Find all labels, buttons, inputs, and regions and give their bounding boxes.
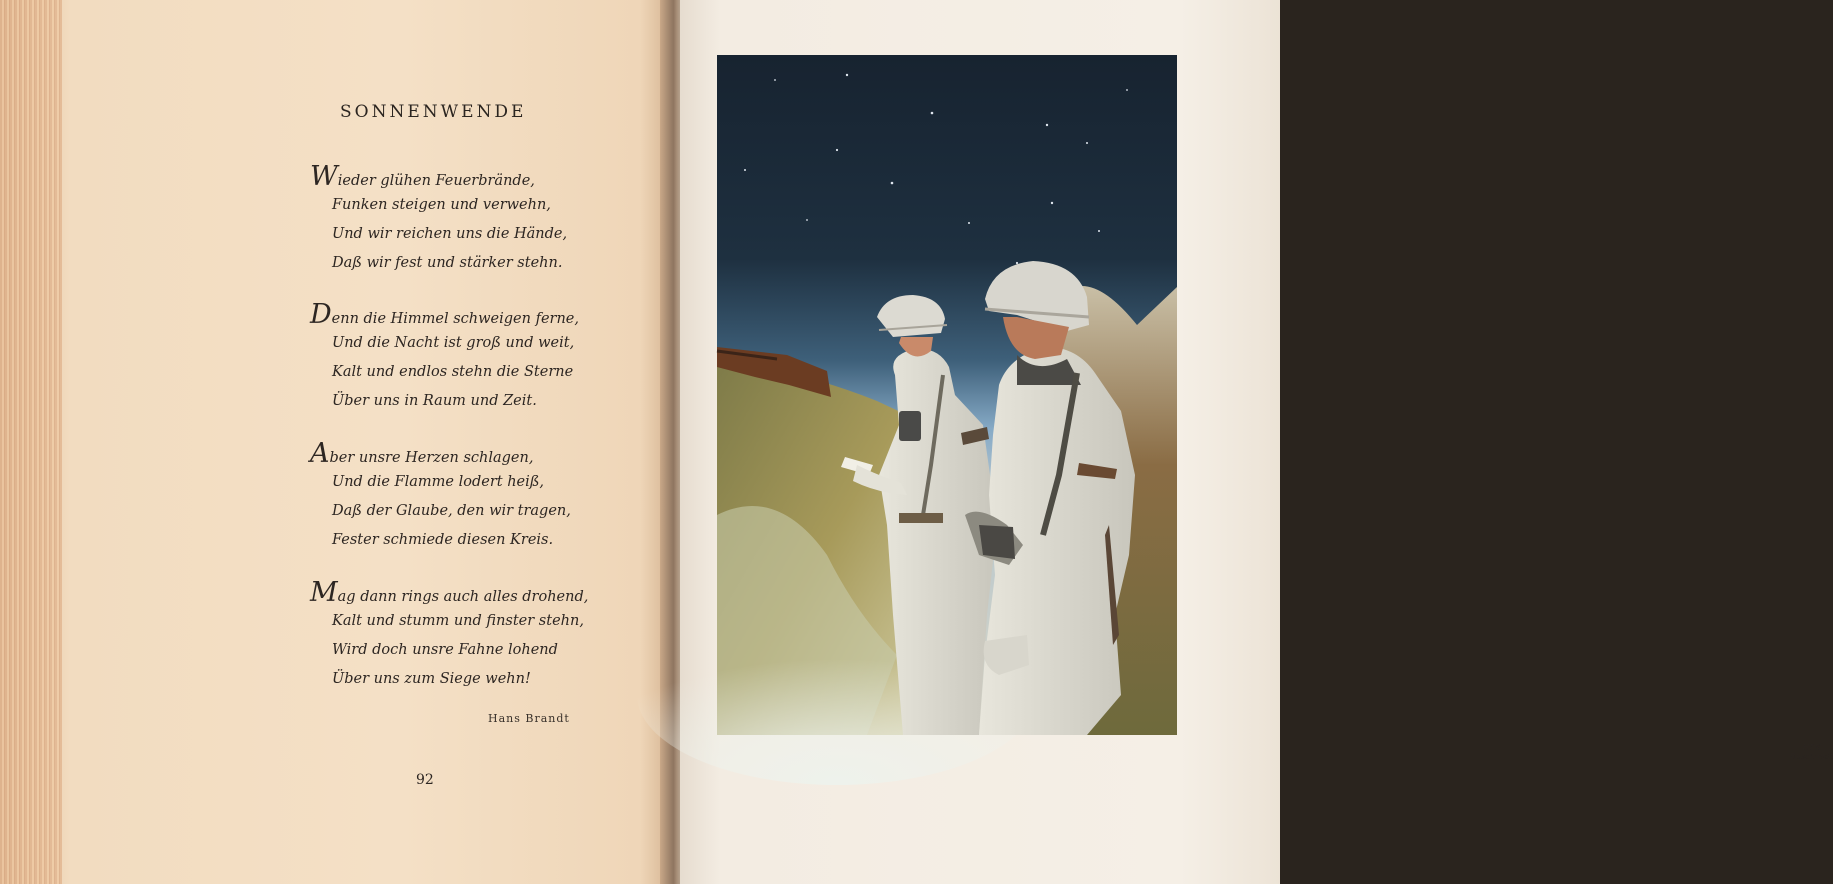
poem-line: Wird doch unsre Fahne lohend <box>332 642 558 658</box>
stanza-4 <box>300 578 620 694</box>
artist-signature <box>1790 743 1833 761</box>
signature-line-2: Buschmidt <box>1790 752 1833 761</box>
signature-line-1: HPK <box>1802 743 1821 752</box>
poem-line: Und die Flamme lodert heiß, <box>332 474 545 490</box>
page-number: 92 <box>416 772 434 788</box>
poem-line: Kalt und endlos stehn die Sterne <box>332 364 574 380</box>
left-page <box>0 0 668 884</box>
poem-line: Über uns zum Siege wehn! <box>332 671 531 687</box>
stanza-1 <box>300 162 620 278</box>
poem-line: Mag dann rings auch alles drohend, <box>310 577 589 608</box>
poem-line: Und die Nacht ist groß und weit, <box>332 335 575 351</box>
poem-line: Funken steigen und verwehn, <box>332 197 551 213</box>
poem-line: Über uns in Raum und Zeit. <box>332 393 537 409</box>
poem-line: Daß wir fest und stärker stehn. <box>332 255 563 271</box>
poem-line: Denn die Himmel schweigen ferne, <box>310 299 579 330</box>
page-edges <box>0 0 62 884</box>
poem-line: Aber unsre Herzen schlagen, <box>310 438 534 469</box>
poem-line: Daß der Glaube, den wir tragen, <box>332 503 571 519</box>
illustration <box>717 55 1833 761</box>
stanza-3 <box>300 439 620 555</box>
poem-author: Hans Brandt <box>488 712 570 725</box>
poem-line: Und wir reichen uns die Hände, <box>332 226 568 242</box>
soldiers-painting <box>717 55 1177 735</box>
stanza-2 <box>300 300 620 416</box>
poem-line: Fester schmiede diesen Kreis. <box>332 532 554 548</box>
poem-line: Wieder glühen Feuerbrände, <box>310 161 535 192</box>
poem-line: Kalt und stumm und finster stehn, <box>332 613 584 629</box>
poem-title: SONNENWENDE <box>340 102 527 122</box>
